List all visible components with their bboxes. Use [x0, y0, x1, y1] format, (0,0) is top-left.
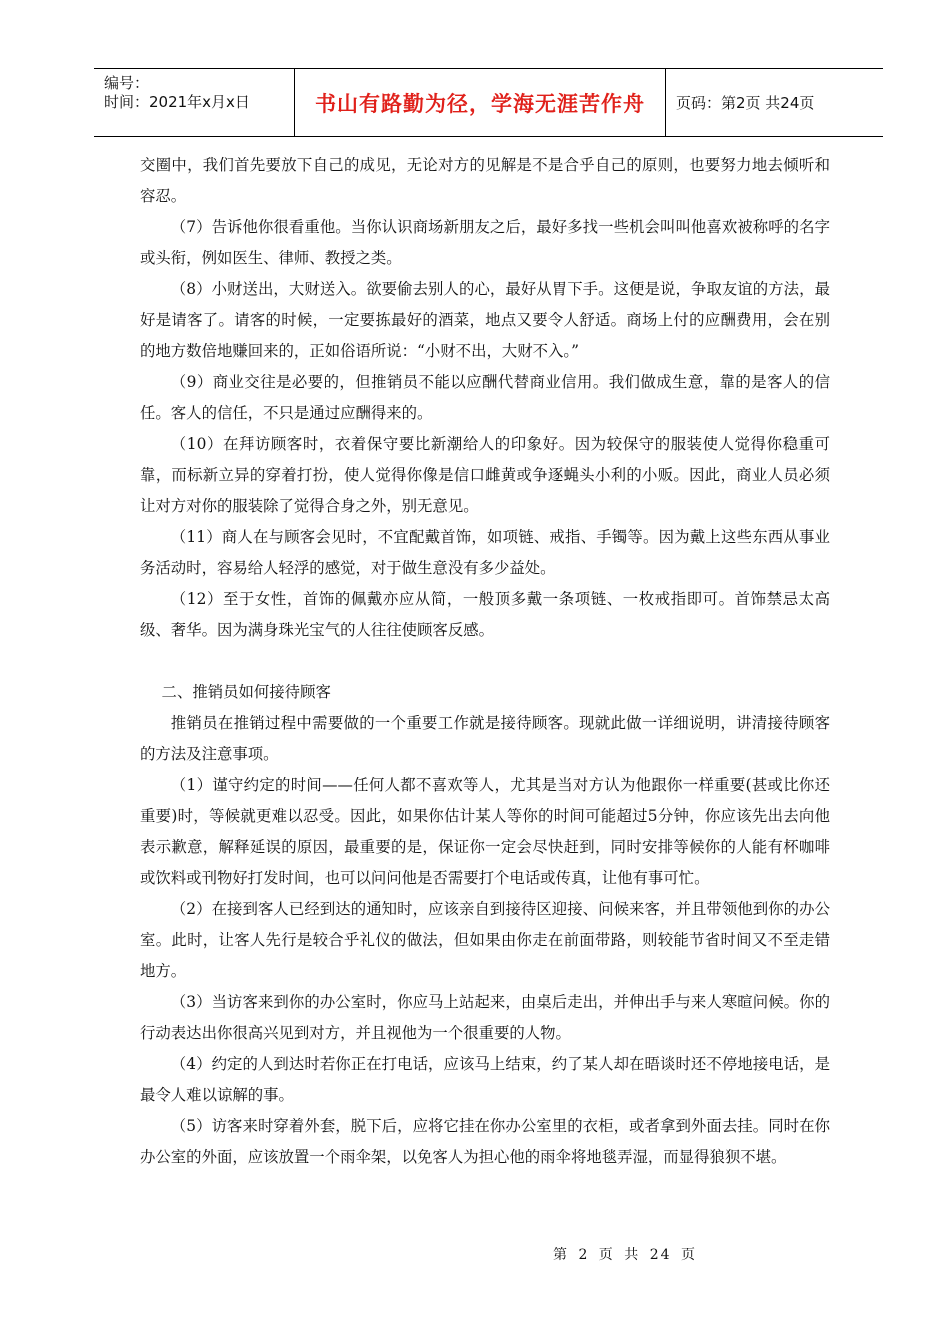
section-title: 二、推销员如何接待顾客 [161, 683, 331, 701]
time-label: 时间：2021年x月x日 [104, 93, 250, 111]
section-item-5: （5）访客来时穿着外套，脱下后，应将它挂在你办公室里的衣柜，或者拿到外面去挂。同时在你办公室的外面，应该放置一个雨伞架，以免客人为担心他的雨伞将地毯弄湿，而显得狼狈不堪。 [140, 1117, 830, 1166]
paragraph-item-8: （8）小财送出，大财送入。欲要偷去别人的心，最好从胃下手。这便是说，争取友谊的方法，最好是请客了。请客的时候，一定要拣最好的酒菜，地点又要令人舒适。商场上付的应酬费用，会在别的地方数倍地赚回来的，正如俗语所说：“小财不出，大财不入。” [140, 280, 830, 360]
document-body [140, 150, 830, 1173]
header-page-info: 页码：第2页 共24页 [676, 94, 815, 112]
section-item-2: （2）在接到客人已经到达的通知时，应该亲自到接待区迎接、问候来客，并且带领他到你的办公室。此时，让客人先行是较合乎礼仪的做法，但如果由你走在前面带路，则较能节省时间又不至走错地方。 [140, 900, 830, 980]
section-intro: 推销员在推销过程中需要做的一个重要工作就是接待顾客。现就此做一详细说明，讲清接待顾客的方法及注意事项。 [140, 714, 830, 763]
section-item-3: （3）当访客来到你的办公室时，你应马上站起来，由桌后走出，并伸出手与来人寒暄问候。你的行动表达出你很高兴见到对方，并且视他为一个很重要的人物。 [140, 993, 830, 1042]
header-meta-cell [94, 69, 295, 136]
section-item-1: （1）谨守约定的时间——任何人都不喜欢等人，尤其是当对方认为他跟你一样重要(甚或比你还重要)时，等候就更难以忍受。因此，如果你估计某人等你的时间可能超过5分钟，你应该先出去向他表示歉意，解释延误的原因，最重要的是，保证你一定会尽快赶到，同时安排等候你的人能有杯咖啡或饮料或刊物好打发时间，也可以问问他是否需要打个电话或传真，让他有事可忙。 [140, 776, 830, 887]
paragraph-continued: 交圈中，我们首先要放下自己的成见，无论对方的见解是不是合乎自己的原则，也要努力地去倾听和容忍。 [140, 156, 830, 205]
section-item-4: （4）约定的人到达时若你正在打电话，应该马上结束，约了某人却在晤谈时还不停地接电话，是最令人难以谅解的事。 [140, 1055, 830, 1104]
paragraph-item-7: （7）告诉他你很看重他。当你认识商场新朋友之后，最好多找一些机会叫叫他喜欢被称呼的名字或头衔，例如医生、律师、教授之类。 [140, 218, 830, 267]
code-label: 编号： [104, 74, 150, 92]
page-header [94, 68, 883, 137]
spacer [140, 646, 830, 677]
page-footer: 第 2 页 共 24 页 [553, 1247, 697, 1263]
paragraph-item-12: （12）至于女性，首饰的佩戴亦应从简，一般顶多戴一条项链、一枚戒指即可。首饰禁忌太高级、奢华。因为满身珠光宝气的人往往使顾客反感。 [140, 590, 830, 639]
header-motto: 书山有路勤为径，学海无涯苦作舟 [295, 69, 666, 136]
paragraph-item-9: （9）商业交往是必要的，但推销员不能以应酬代替商业信用。我们做成生意，靠的是客人的信任。客人的信任，不只是通过应酬得来的。 [140, 373, 830, 422]
paragraph-item-10: （10）在拜访顾客时，衣着保守要比新潮给人的印象好。因为较保守的服装使人觉得你稳重可靠，而标新立异的穿着打扮，使人觉得你像是信口雌黄或争逐蝇头小利的小贩。因此，商业人员必须让对方对你的服装除了觉得合身之外，别无意见。 [140, 435, 830, 515]
paragraph-item-11: （11）商人在与顾客会见时，不宜配戴首饰，如项链、戒指、手镯等。因为戴上这些东西从事业务活动时，容易给人轻浮的感觉，对于做生意没有多少益处。 [140, 528, 830, 577]
